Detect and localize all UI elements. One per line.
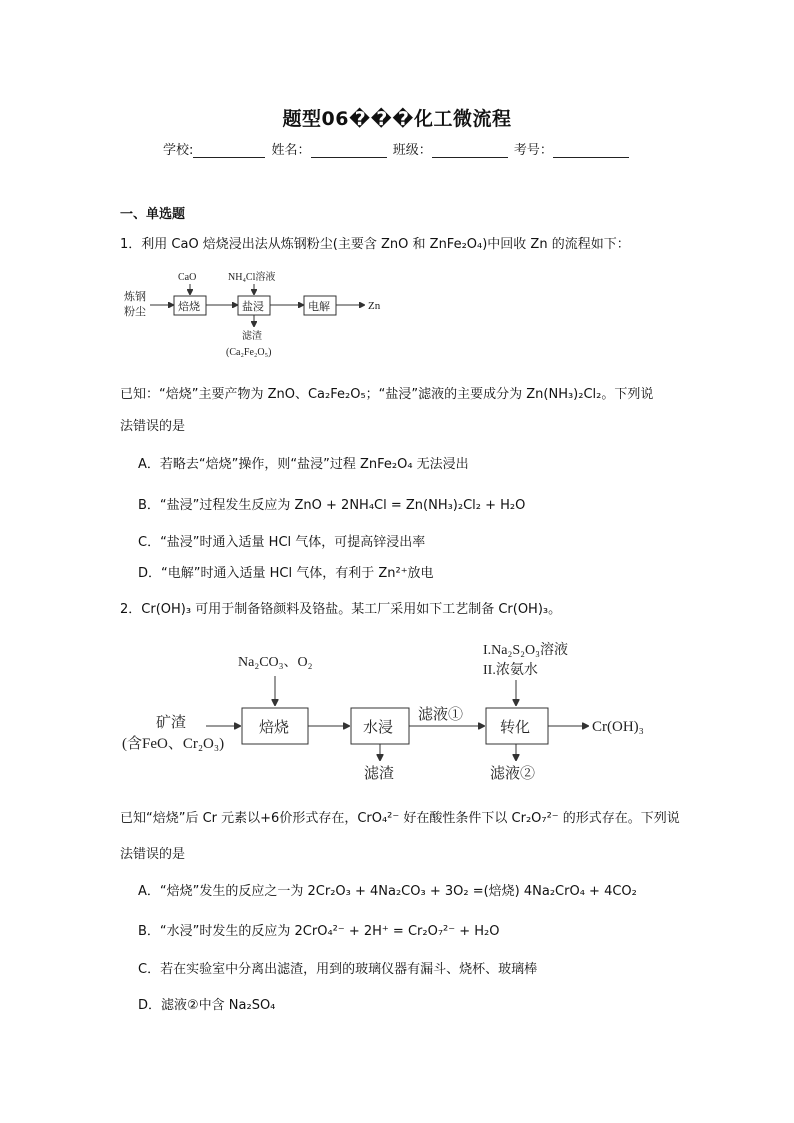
q1-option-d[interactable]: D．“电解”时通入适量 HCl 气体，有利于 Zn²⁺放电 bbox=[138, 566, 434, 581]
q2-known-line1: 已知“焙烧”后 Cr 元素以+6价形式存在，CrO₄²⁻ 好在酸性条件下以 Cr₂O₇²⁻ 的形式存在。下列说 bbox=[120, 811, 680, 826]
q1-reagent2: NH₄Cl溶液 bbox=[228, 272, 276, 283]
q1-option-b[interactable]: B．“盐浸”过程发生反应为 ZnO + 2NH₄Cl = Zn(NH₃)₂Cl₂ + H₂O bbox=[138, 498, 526, 513]
page-title: 题型06���化工微流程 bbox=[282, 108, 512, 130]
school-field[interactable] bbox=[193, 143, 265, 158]
q1-input-line1: 炼钢 bbox=[124, 291, 146, 303]
school-label: 学校: bbox=[163, 143, 194, 158]
q2-option-d[interactable]: D．滤液②中含 Na₂SO₄ bbox=[138, 998, 276, 1013]
q1-known-line2: 法错误的是 bbox=[120, 419, 186, 434]
q1-stem: 1．利用 CaO 焙烧浸出法从炼钢粉尘(主要含 ZnO 和 ZnFe₂O₄)中回收 Zn 的流程如下： bbox=[120, 237, 630, 252]
q1-residue-formula: (Ca₂Fe₂O₅) bbox=[226, 347, 272, 358]
q2-reagent2-line1: I.Na₂S₂O₃溶液 bbox=[483, 643, 569, 658]
q2-stem: 2．Cr(OH)₃ 可用于制备铬颜料及铬盐。某工厂采用如下工艺制备 Cr(OH)₃。 bbox=[120, 602, 562, 617]
q1-option-c[interactable]: C．“盐浸”时通入适量 HCl 气体，可提高锌浸出率 bbox=[138, 535, 426, 550]
q1-box3-label: 电解 bbox=[308, 301, 330, 313]
q1-input-line2: 粉尘 bbox=[124, 306, 146, 318]
q2-flow-diagram bbox=[118, 632, 678, 782]
q2-option-c[interactable]: C．若在实验室中分离出滤渣，用到的玻璃仪器有漏斗、烧杯、玻璃棒 bbox=[138, 962, 538, 977]
class-field[interactable] bbox=[432, 143, 508, 158]
q1-product: Zn bbox=[368, 300, 381, 312]
q2-option-b[interactable]: B．“水浸”时发生的反应为 2CrO₄²⁻ + 2H⁺ = Cr₂O₇²⁻ + H₂O bbox=[138, 924, 500, 939]
q2-input-line2: (含FeO、Cr₂O₃) bbox=[122, 736, 225, 752]
q1-option-a[interactable]: A．若略去“焙烧”操作，则“盐浸”过程 ZnFe₂O₄ 无法浸出 bbox=[138, 457, 469, 472]
name-field[interactable] bbox=[311, 143, 387, 158]
q2-residue: 滤渣 bbox=[364, 766, 395, 782]
number-field[interactable] bbox=[553, 143, 629, 158]
q2-filtrate2: 滤液② bbox=[490, 766, 536, 782]
q2-option-a[interactable]: A．“焙烧”发生的反应之一为 2Cr₂O₃ + 4Na₂CO₃ + 3O₂ =(焙烧) 4Na₂CrO₄ + 4CO₂ bbox=[138, 884, 637, 899]
q2-known-line2: 法错误的是 bbox=[120, 847, 186, 862]
class-label: 班级： bbox=[392, 143, 432, 158]
name-label: 姓名： bbox=[271, 143, 311, 158]
q1-box1-label: 焙烧 bbox=[178, 301, 200, 313]
section-title: 一、单选题 bbox=[120, 207, 186, 222]
student-info-row bbox=[163, 139, 631, 158]
q2-box2-label: 水浸 bbox=[363, 720, 394, 736]
q2-reagent1: Na₂CO₃、O₂ bbox=[238, 655, 313, 670]
q1-box2-label: 盐浸 bbox=[242, 301, 264, 313]
q1-flow-diagram bbox=[118, 262, 398, 362]
q2-reagent2-line2: II.浓氨水 bbox=[483, 663, 538, 678]
q2-box1-label: 焙烧 bbox=[259, 720, 290, 736]
q1-reagent1: CaO bbox=[178, 272, 197, 283]
q1-known-line1: 已知：“焙烧”主要产物为 ZnO、Ca₂Fe₂O₅；“盐浸”滤液的主要成分为 Zn(NH₃)₂Cl₂。下列说 bbox=[120, 387, 654, 402]
q2-filtrate1: 滤液① bbox=[418, 707, 464, 723]
q2-box3-label: 转化 bbox=[500, 720, 531, 736]
q2-product: Cr(OH)₃ bbox=[592, 719, 644, 735]
q1-residue-label: 滤渣 bbox=[242, 331, 262, 342]
number-label: 考号： bbox=[513, 143, 553, 158]
q2-input-line1: 矿渣 bbox=[156, 715, 187, 731]
